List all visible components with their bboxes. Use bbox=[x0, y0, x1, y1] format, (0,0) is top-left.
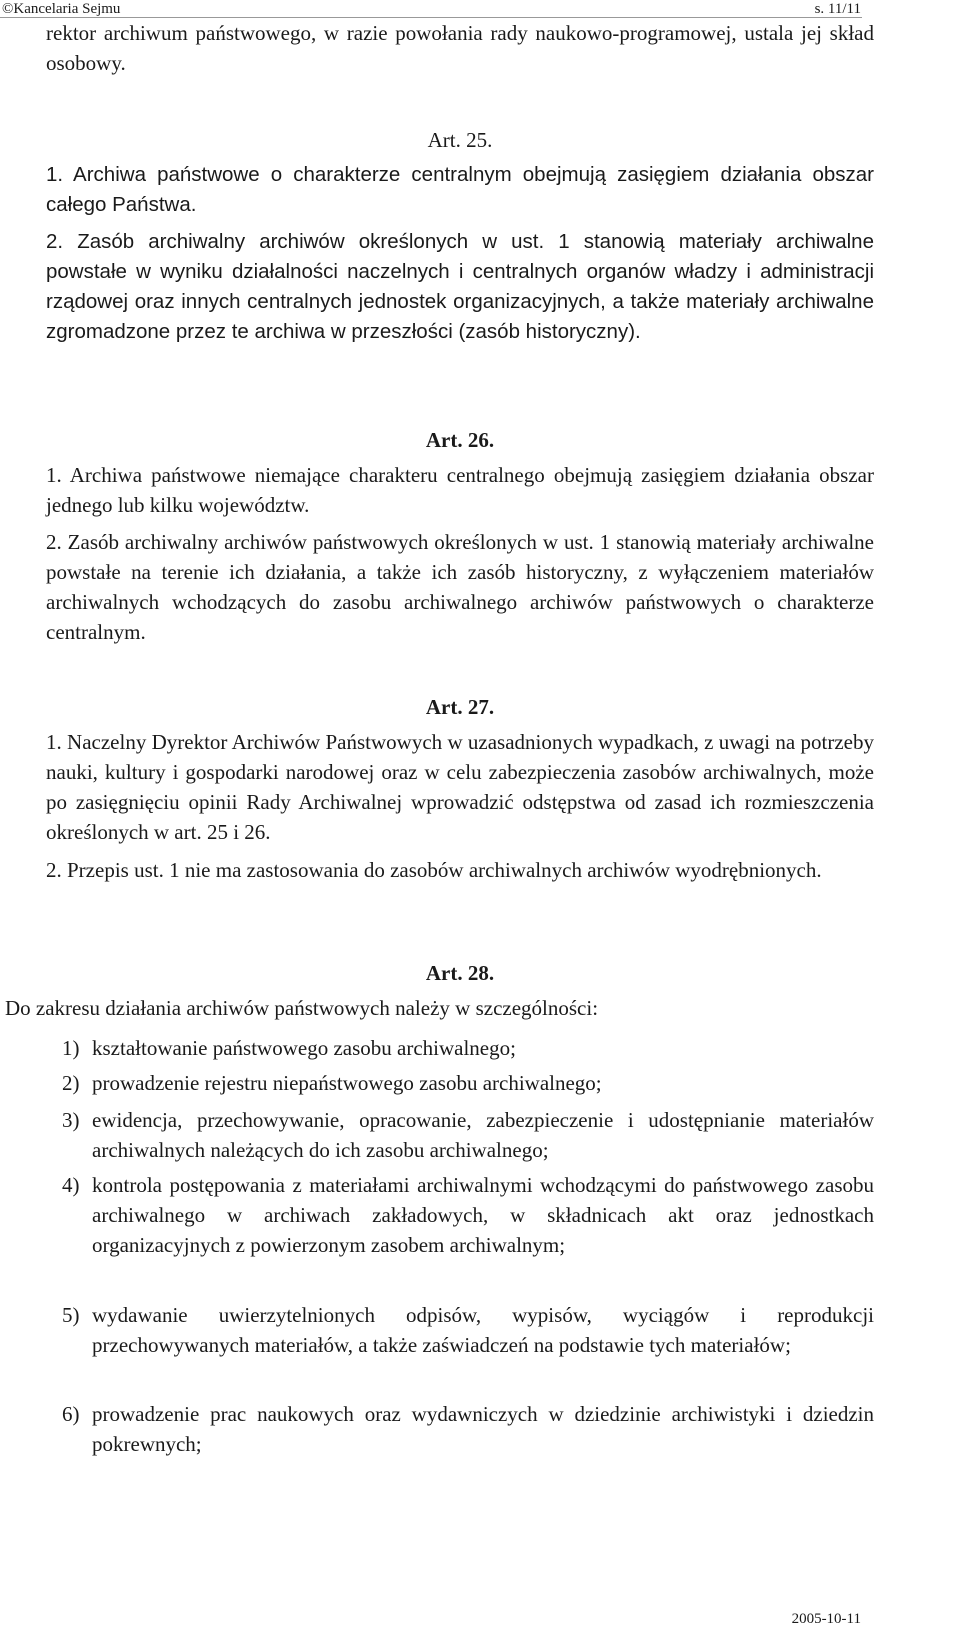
list-item-text: ewidencja, przechowywanie, opracowanie, zabezpieczenie i udostępnianie materiałów archiwalnych należących do ich zasobu archiwalnego; bbox=[92, 1108, 874, 1162]
list-item-number: 1) bbox=[62, 1036, 80, 1060]
list-item-number: 3) bbox=[62, 1108, 80, 1132]
art26-heading: Art. 26. bbox=[425, 428, 495, 452]
list-item-number: 6) bbox=[62, 1402, 80, 1426]
list-item-text: prowadzenie rejestru niepaństwowego zasobu archiwalnego; bbox=[92, 1071, 602, 1095]
list-item-text: kształtowanie państwowego zasobu archiwalnego; bbox=[92, 1036, 516, 1060]
art26-para-1: 1. Archiwa państwowe niemające charakteru centralnego obejmują zasięgiem działania obszar jednego lub kilku województw. bbox=[46, 463, 874, 517]
list-item-number: 2) bbox=[62, 1071, 80, 1095]
header-source: ©Kancelaria Sejmu bbox=[2, 1, 121, 17]
art27-para-2: 2. Przepis ust. 1 nie ma zastosowania do zasobów archiwalnych archiwów wyodrębnionych. bbox=[46, 858, 822, 882]
art26-para-2: 2. Zasób archiwalny archiwów państwowych określonych w ust. 1 stanowią materiały archiwalne powstałe na terenie ich działania, a także ich zasób historyczny, z wyłączeniem materiałów archiwalnych wchodzących do zasobu archiwalnego archiwów państwowych o charakterze centralnym. bbox=[46, 530, 874, 644]
footer-date: 2005-10-11 bbox=[791, 1611, 861, 1627]
art28-intro: Do zakresu działania archiwów państwowych należy w szczególności: bbox=[5, 996, 599, 1020]
list-item-number: 4) bbox=[62, 1173, 80, 1197]
art28-heading: Art. 28. bbox=[425, 961, 495, 985]
list-item-number: 5) bbox=[62, 1303, 80, 1327]
list-item-text: kontrola postępowania z materiałami archiwalnymi wchodzącymi do państwowego zasobu archiwalnego w archiwach zakładowych, w składnicach akt oraz jednostkach organizacyjnych z powierzonym zasobem archiwalnym; bbox=[92, 1173, 874, 1257]
art25-para-2: 2. Zasób archiwalny archiwów określonych w ust. 1 stanowią materiały archiwalne powstałe w wyniku działalności naczelnych i centralnych organów władzy i administracji rządowej oraz innych centralnych jednostek organizacyjnych, a także materiały archiwalne zgromadzone przez te archiwa w przeszłości (zasób historyczny). bbox=[46, 230, 874, 343]
list-item-text: wydawanie uwierzytelnionych odpisów, wypisów, wyciągów i reprodukcji przechowywanych materiałów, a także zaświadczeń na podstawie tych materiałów; bbox=[92, 1303, 874, 1357]
art25-heading: Art. 25. bbox=[427, 128, 493, 152]
list-item-text: prowadzenie prac naukowych oraz wydawniczych w dziedzinie archiwistyki i dziedzin pokrewnych; bbox=[92, 1402, 874, 1456]
header-page-number: s. 11/11 bbox=[814, 1, 861, 17]
art24-continuation: rektor archiwum państwowego, w razie powołania rady naukowo-programowej, ustala jej skład osobowy. bbox=[46, 21, 874, 75]
art27-heading: Art. 27. bbox=[425, 695, 495, 719]
art27-para-1: 1. Naczelny Dyrektor Archiwów Państwowych w uzasadnionych wypadkach, z uwagi na potrzeby nauki, kultury i gospodarki narodowej oraz w celu zabezpieczenia zasobów archiwalnych, może po zasięgnięciu opinii Rady Archiwalnej wprowadzić odstępstwa od zasad ich rozmieszczenia określonych w art. 25 i 26. bbox=[46, 730, 874, 844]
art25-para-1: 1. Archiwa państwowe o charakterze centralnym obejmują zasięgiem działania obszar całego Państwa. bbox=[46, 163, 874, 216]
